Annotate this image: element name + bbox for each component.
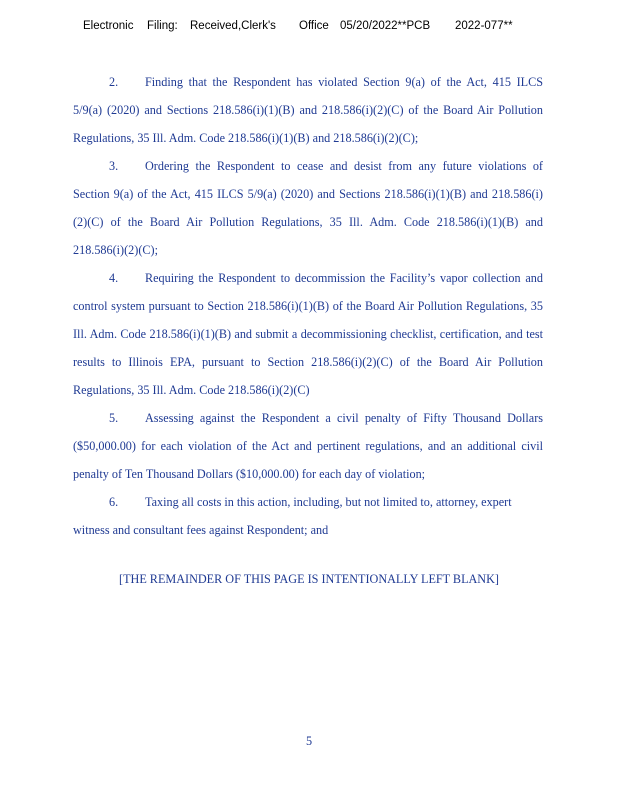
header-received: Received,Clerk's	[190, 20, 276, 32]
paragraph-text: Assessing against the Respondent a civil penalty of Fifty Thousand Dollars ($50,000.00) for each violation of the Act and pertinent regulations, and an additional civil penalty of Ten Thousand Dollars ($10,000.00) for each day of violation;	[73, 411, 543, 481]
header-date: 05/20/2022**PCB	[340, 20, 431, 32]
header-case-number: 2022-077**	[455, 20, 513, 32]
header-filing: Filing:	[147, 20, 178, 32]
paragraph-5	[73, 404, 543, 488]
paragraph-6	[73, 488, 543, 544]
paragraph-number: 5.	[109, 411, 119, 425]
document-body	[73, 68, 543, 544]
paragraph-2	[73, 68, 543, 152]
header-electronic: Electronic	[83, 20, 134, 32]
paragraph-number: 3.	[109, 159, 119, 173]
paragraph-text: Taxing all costs in this action, including, but not limited to, attorney, expert witness and consultant fees against Respondent; and	[73, 495, 512, 537]
header-office: Office	[299, 20, 329, 32]
blank-page-notice: [THE REMAINDER OF THIS PAGE IS INTENTIONALLY LEFT BLANK]	[119, 572, 499, 586]
paragraph-text: Finding that the Respondent has violated Section 9(a) of the Act, 415 ILCS 5/9(a) (2020) and Sections 218.586(i)(1)(B) and 218.586(i)(2)(C) of the Board Air Pollution Regulations, 35 Ill. Adm. Code 218.586(i)(1)(B) and 218.586(i)(2)(C);	[73, 75, 543, 145]
paragraph-4	[73, 264, 543, 404]
page-number: 5	[305, 734, 313, 748]
paragraph-number: 4.	[109, 271, 119, 285]
paragraph-3	[73, 152, 543, 264]
paragraph-number: 6.	[109, 495, 119, 509]
paragraph-text: Requiring the Respondent to decommission the Facility’s vapor collection and control system pursuant to Section 218.586(i)(1)(B) of the Board Air Pollution Regulations, 35 Ill. Adm. Code 218.586(i)(1)(B) and submit a decommissioning checklist, certification, and test results to Illinois EPA, pursuant to Section 218.586(i)(2)(C) of the Board Air Pollution Regulations, 35 Ill. Adm. Code 218.586(i)(2)(C)	[73, 271, 543, 397]
paragraph-text: Ordering the Respondent to cease and desist from any future violations of Section 9(a) of the Act, 415 ILCS 5/9(a) (2020) and Sections 218.586(i)(1)(B) and 218.586(i)(2)(C) of the Board Air Pollution Regulations, 35 Ill. Adm. Code 218.586(i)(1)(B) and 218.586(i)(2)(C);	[73, 159, 543, 257]
paragraph-number: 2.	[109, 75, 119, 89]
